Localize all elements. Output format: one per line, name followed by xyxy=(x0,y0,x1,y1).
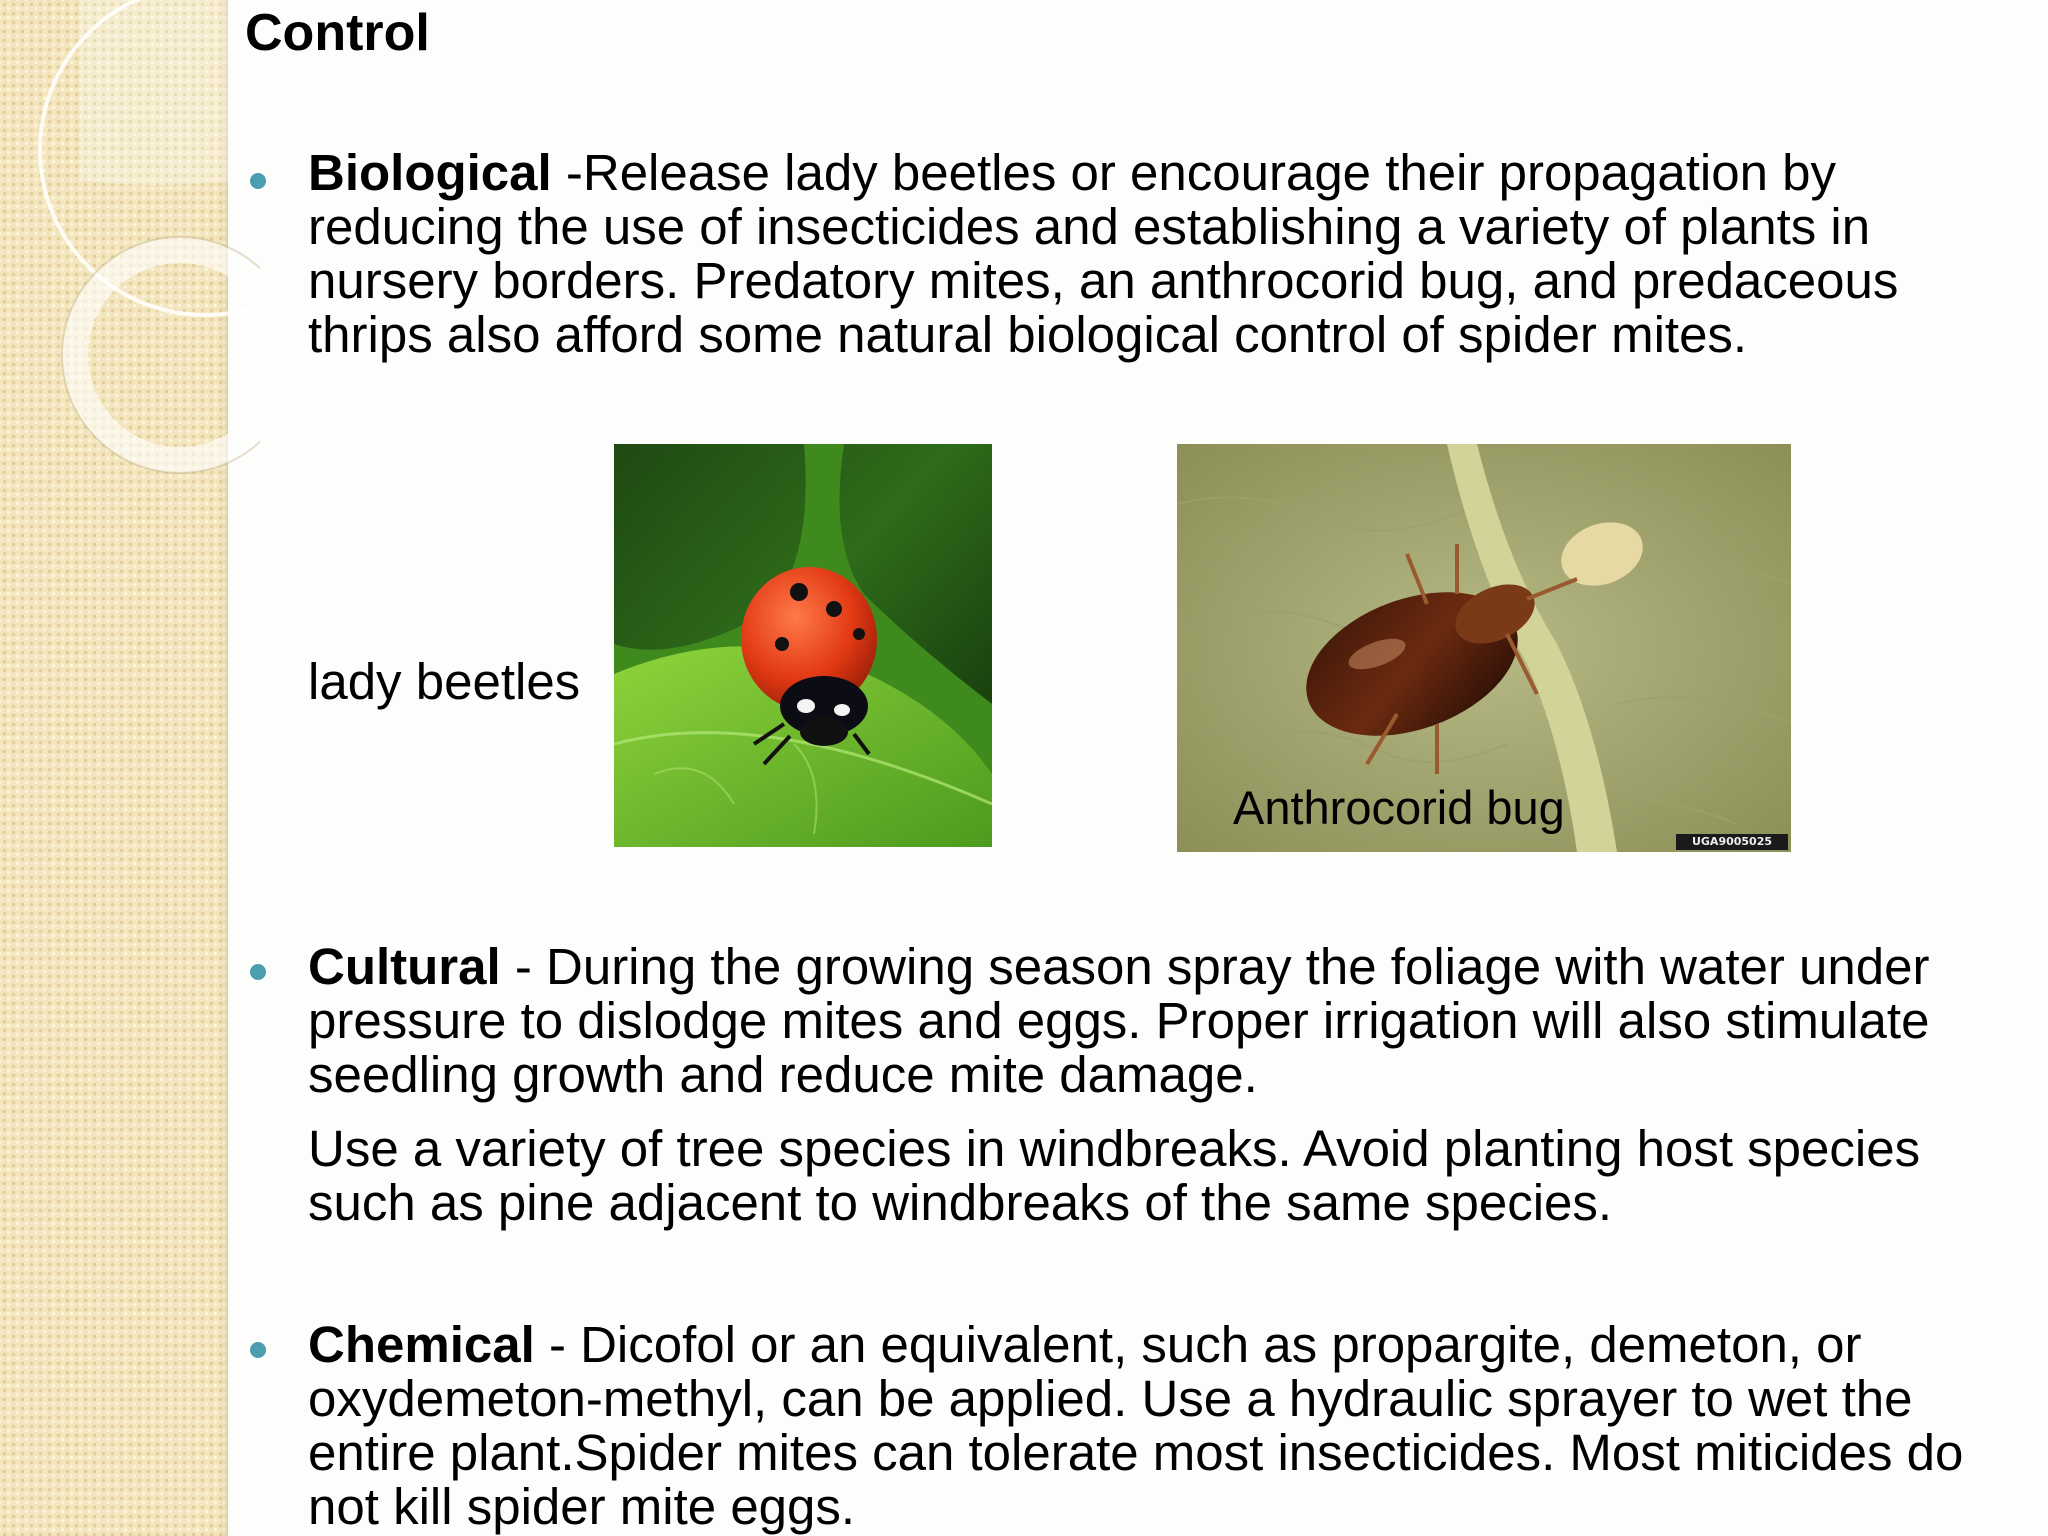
photo-id-watermark: UGA9005025 xyxy=(1676,834,1788,850)
bullet-dot xyxy=(250,1342,266,1358)
bullet-cultural xyxy=(240,940,2020,1230)
bullet-body: - Dicofol or an equivalent, such as propargite, demeton, or oxydemeton-methyl, can be applied. Use a hydraulic sprayer to wet the entire plant.Spider mites can tolerate most insecticides. Most miticides do not kill spider mite eggs. xyxy=(308,1316,1964,1535)
decorative-circles xyxy=(0,0,260,520)
bullet-biological xyxy=(240,146,2020,362)
bullet-heading: Biological xyxy=(308,144,552,201)
bullet-chemical xyxy=(240,1318,2020,1534)
anthrocorid-bug-caption: Anthrocorid bug xyxy=(1233,781,1565,834)
bullet-text xyxy=(308,146,2018,362)
bullet-heading: Chemical xyxy=(308,1316,535,1373)
lady-beetle-photo xyxy=(614,444,992,847)
bullet-body: - During the growing season spray the foliage with water under pressure to dislodge mites and eggs. Proper irrigation will also stimulate seedling growth and reduce mite damage. xyxy=(308,938,1930,1103)
bullet-heading: Cultural xyxy=(308,938,501,995)
bullet-text xyxy=(308,1318,2018,1534)
bullet-dot xyxy=(250,173,266,189)
bullet-body: -Release lady beetles or encourage their propagation by reducing the use of insecticides and establishing a variety of plants in nursery borders. Predatory mites, an anthrocorid bug, and predaceous thrips also afford some natural biological control of spider mites. xyxy=(308,144,1899,363)
bullet-extra-paragraph: Use a variety of tree species in windbreaks. Avoid planting host species such as pine adjacent to windbreaks of the same species. xyxy=(308,1120,1921,1231)
lady-beetle-caption: lady beetles xyxy=(308,653,581,710)
bullet-dot xyxy=(250,964,266,980)
slide-title: Control xyxy=(245,4,430,62)
bullet-text xyxy=(308,940,2018,1102)
